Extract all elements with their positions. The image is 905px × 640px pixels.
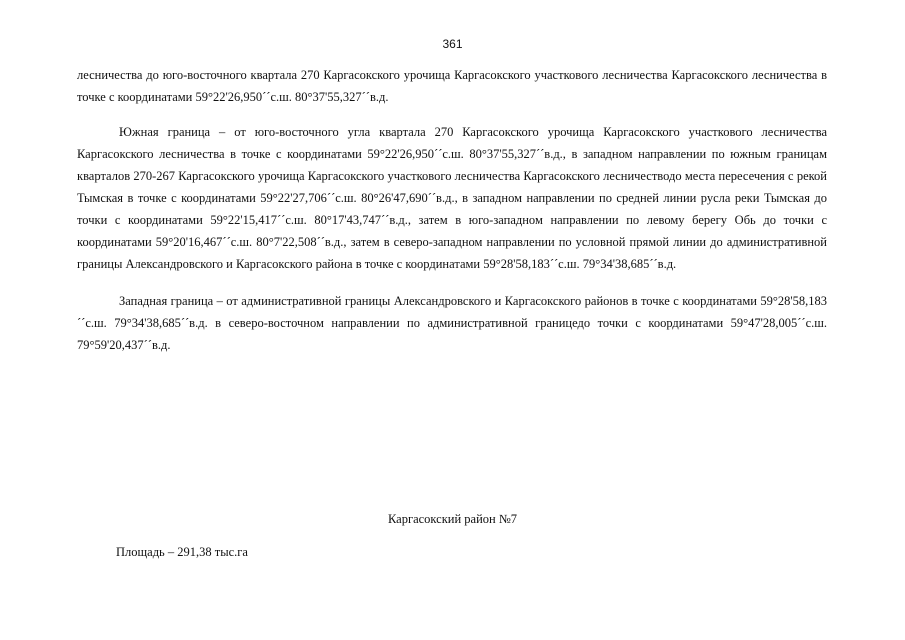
paragraph-continuation: лесничества до юго-восточного квартала 270 Каргасокского урочища Каргасокского участкового лесничества Каргасокского лесничества в точке с координатами 59°22'26,950´´с.ш. 80°37'55,327´´в.д. bbox=[77, 68, 827, 104]
district-area: Площадь – 291,38 тыс.га bbox=[116, 545, 248, 559]
page-number: 361 bbox=[442, 37, 463, 51]
district-title: Каргасокский район №7 bbox=[387, 512, 518, 526]
paragraph-western-border: Западная граница – от административной границы Александровского и Каргасокского районов в точке с координатами 59°28'58,183´´с.ш. 79°34'38,685´´в.д. в северо-восточном направлении по административной границедо точки с координатами 59°47'28,005´´с.ш. 79°59'20,437´´в.д. bbox=[77, 294, 827, 352]
paragraph-southern-border: Южная граница – от юго-восточного угла квартала 270 Каргасокского урочища Каргасокского участкового лесничества Каргасокского лесничества в точке с координатами 59°22'26,950´´с.ш. 80°37'55,327´´в.д., в западном направлении по южным границам кварталов 270-267 Каргасокского урочища Каргасокского участкового лесничества Каргасокского лесничестводо места пересечения с рекой Тымская в точке с координатами 59°22'27,706´´с.ш. 80°26'47,690´´в.д., в западном направлении по средней линии русла реки Тымская до точки с координатами 59°22'15,417´´с.ш. 80°17'43,747´´в.д., затем в юго-западном направлении по левому берегу Обь до точки с координатами 59°20'16,467´´с.ш. 80°7'22,508´´в.д., затем в северо-западном направлении по условной прямой линии до административной границы Александровского и Каргасокского района в точке с координатами 59°28'58,183´´с.ш. 79°34'38,685´´в.д. bbox=[77, 125, 827, 271]
